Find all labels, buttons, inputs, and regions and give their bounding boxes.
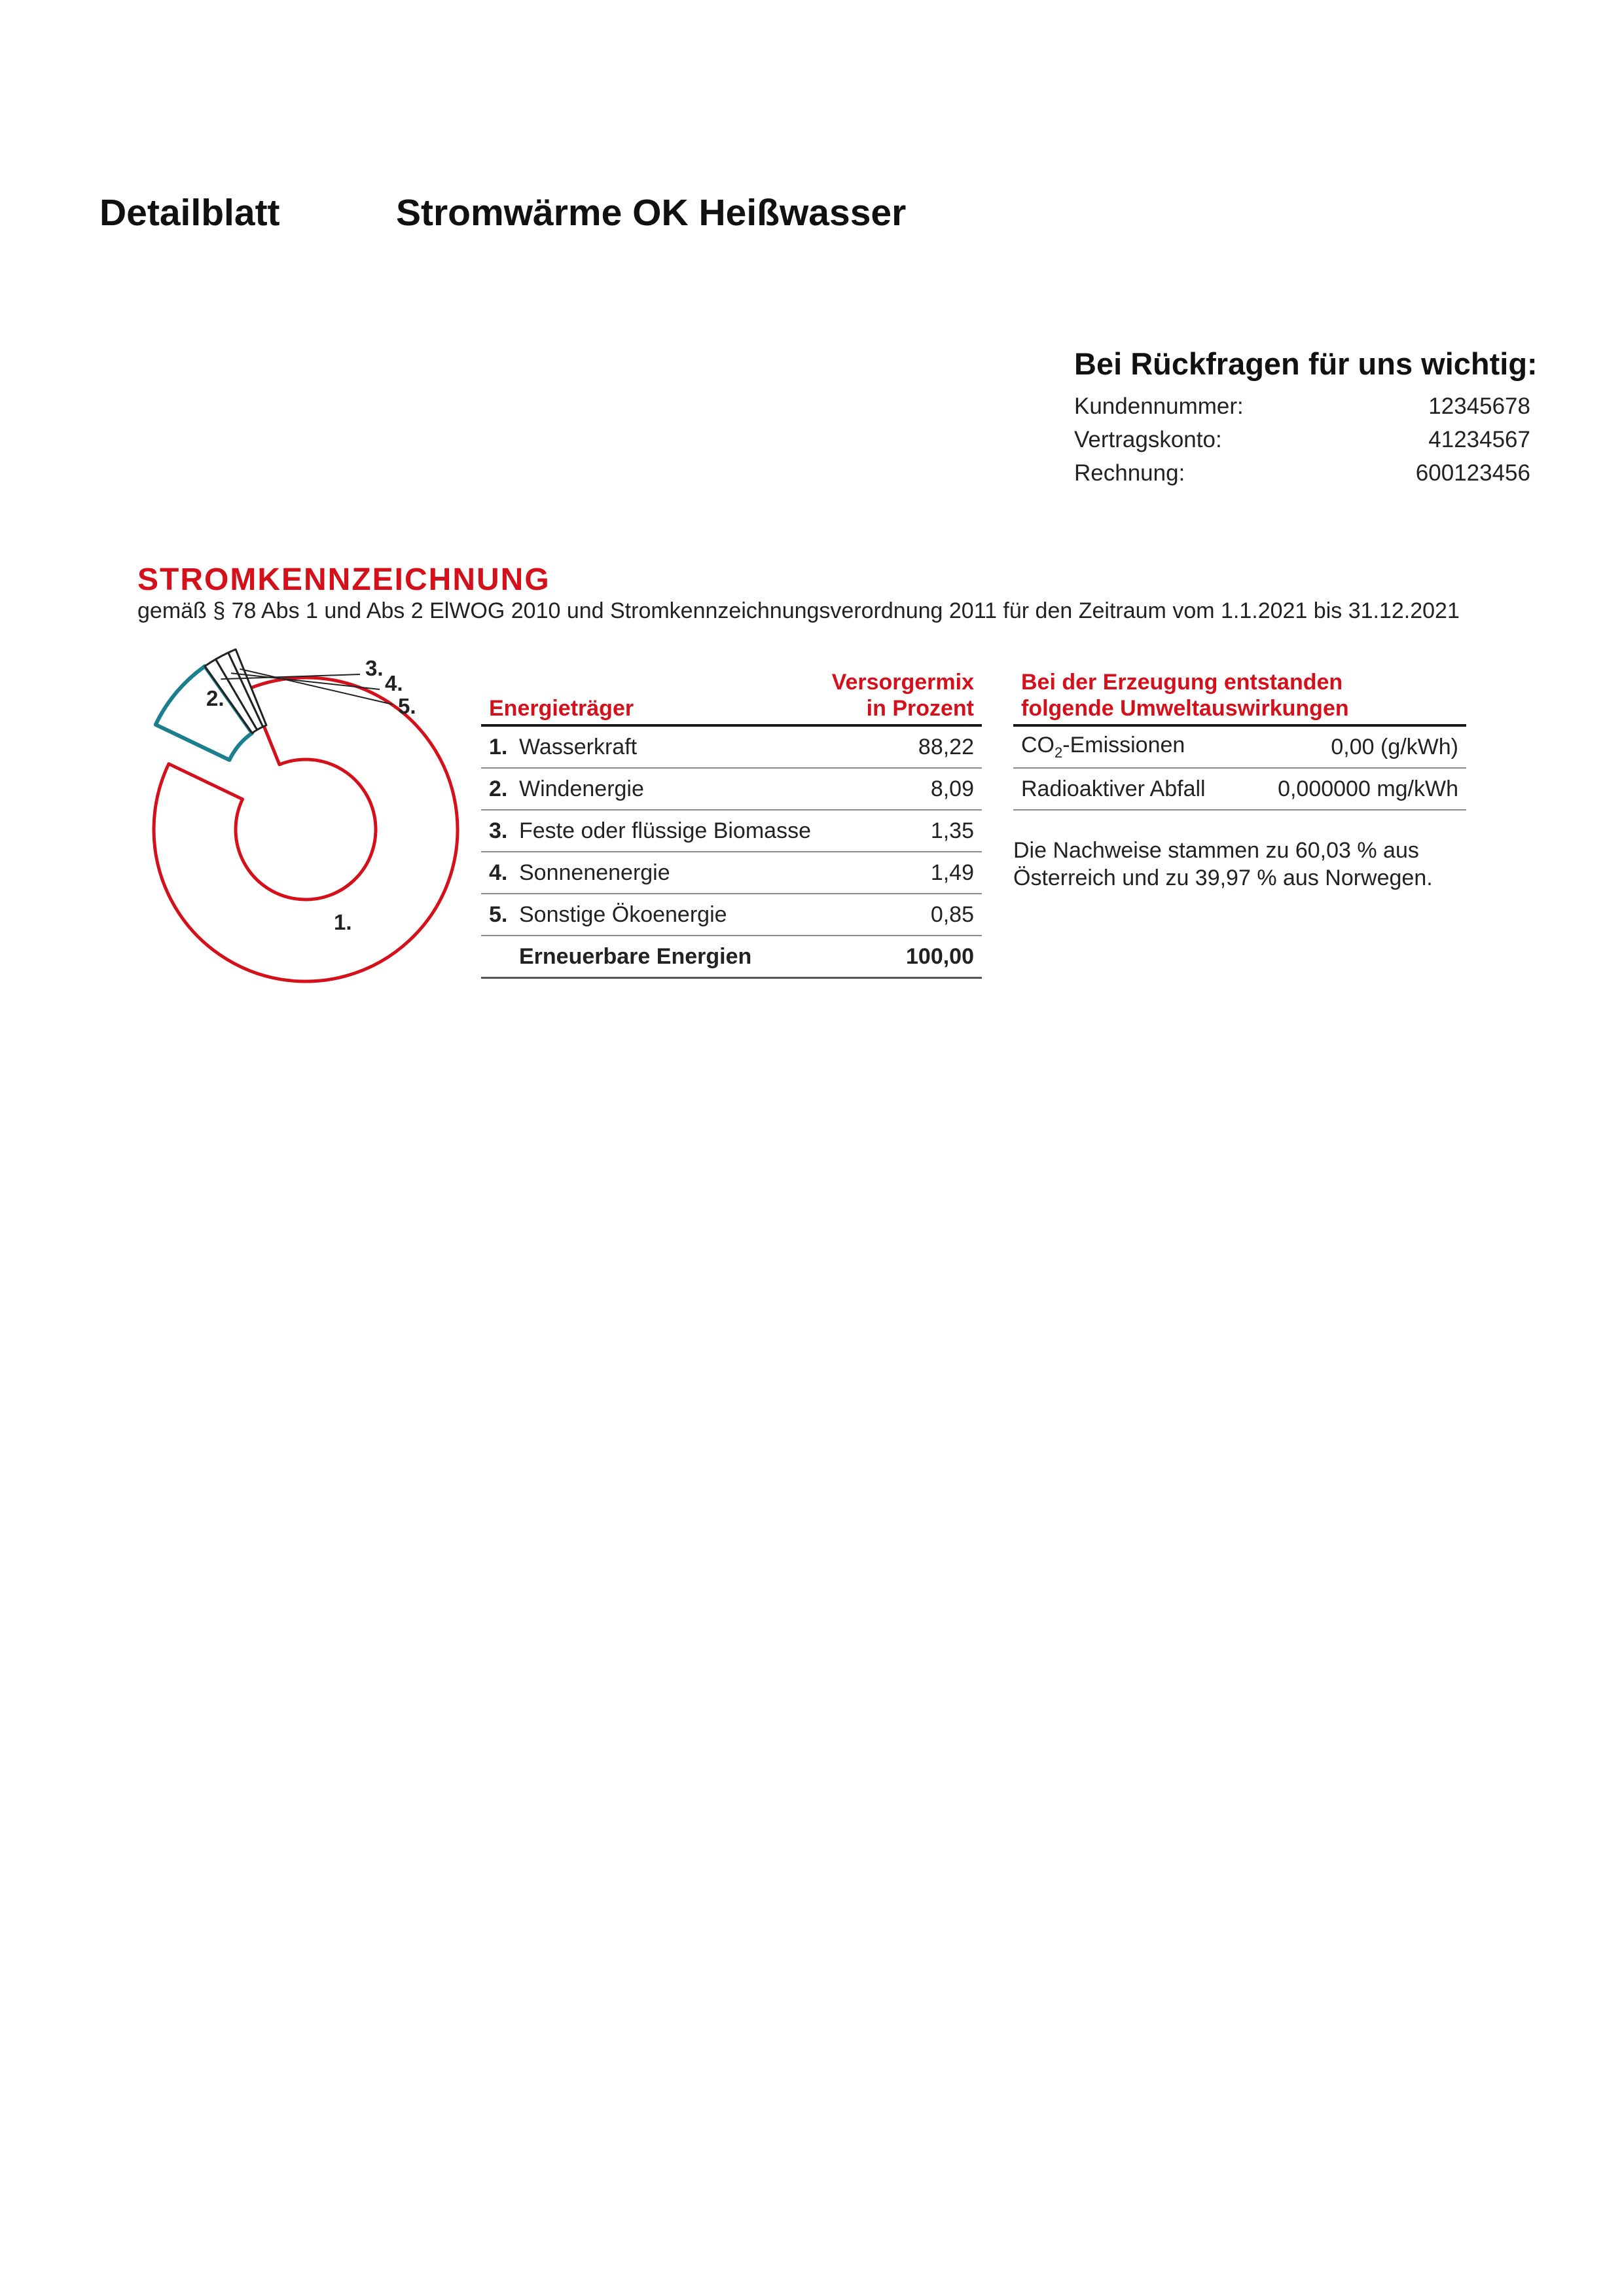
mix-row-text: Feste oder flüssige Biomasse xyxy=(519,818,811,843)
mix-row-text: Sonnenenergie xyxy=(519,860,670,885)
mix-header-value xyxy=(822,669,982,725)
origin-note-line1: Die Nachweise stammen zu 60,03 % aus xyxy=(1013,838,1419,863)
table-row xyxy=(481,810,982,852)
mix-total-value: 100,00 xyxy=(822,936,982,978)
table-row xyxy=(1013,768,1466,810)
mix-row-index: 1. xyxy=(489,734,508,759)
contract-account-value: 41234567 xyxy=(1428,427,1530,452)
pie-label-4: 4. xyxy=(385,671,403,695)
env-header xyxy=(1013,669,1466,725)
mix-row-label xyxy=(481,725,822,768)
section-title: STROMKENNZEICHNUNG xyxy=(137,562,550,597)
mix-row-label xyxy=(481,852,822,894)
pie-label-1: 1. xyxy=(334,910,352,934)
mix-row-index: 4. xyxy=(489,860,508,885)
mix-header-value-line1: Versorgermix xyxy=(831,670,974,695)
customer-number-row xyxy=(1074,390,1530,423)
origin-note xyxy=(1013,837,1471,892)
mix-row-value: 1,49 xyxy=(822,852,982,894)
mix-row-text: Sonstige Ökoenergie xyxy=(519,902,727,927)
mix-total-row xyxy=(481,936,982,978)
invoice-label: Rechnung: xyxy=(1074,460,1185,486)
pie-label-3: 3. xyxy=(365,656,384,680)
energy-mix-table xyxy=(481,669,982,979)
pie-label-5: 5. xyxy=(398,694,416,718)
mix-row-label xyxy=(481,768,822,810)
env-header-line1: Bei der Erzeugung entstanden xyxy=(1021,670,1343,695)
contact-box xyxy=(1074,346,1538,490)
product-title: Stromwärme OK Heißwasser xyxy=(396,192,907,234)
env-header-line2: folgende Umweltauswirkungen xyxy=(1021,696,1349,721)
customer-number-label: Kundennummer: xyxy=(1074,393,1244,419)
mix-row-value: 1,35 xyxy=(822,810,982,852)
contact-title: Bei Rückfragen für uns wichtig: xyxy=(1074,346,1538,381)
mix-header-value-line2: in Prozent xyxy=(866,696,974,721)
mix-row-value: 88,22 xyxy=(822,725,982,768)
mix-header-row xyxy=(481,669,982,725)
table-row xyxy=(481,894,982,936)
energy-mix-pie-chart xyxy=(124,642,491,1008)
mix-row-index: 2. xyxy=(489,776,508,801)
pie-label-2: 2. xyxy=(206,686,225,710)
mix-row-label xyxy=(481,894,822,936)
co2-prefix: CO xyxy=(1021,733,1054,758)
table-row xyxy=(481,852,982,894)
mix-row-index: 3. xyxy=(489,818,508,843)
table-row xyxy=(481,768,982,810)
mix-header-label: Energieträger xyxy=(481,669,822,725)
contract-account-label: Vertragskonto: xyxy=(1074,427,1222,452)
table-row xyxy=(1013,725,1466,768)
invoice-value: 600123456 xyxy=(1415,460,1530,486)
co2-value: 0,00 (g/kWh) xyxy=(1242,725,1466,768)
mix-row-label xyxy=(481,810,822,852)
co2-subscript: 2 xyxy=(1054,744,1063,761)
page-title: Detailblatt xyxy=(99,192,280,234)
radioactive-waste-value: 0,000000 mg/kWh xyxy=(1242,768,1466,810)
contract-account-row xyxy=(1074,423,1530,456)
radioactive-waste-label: Radioaktiver Abfall xyxy=(1013,768,1242,810)
environment-table xyxy=(1013,669,1466,811)
mix-row-text: Windenergie xyxy=(519,776,644,801)
env-header-row xyxy=(1013,669,1466,725)
mix-row-value: 0,85 xyxy=(822,894,982,936)
mix-total-text: Erneuerbare Energien xyxy=(519,943,752,969)
mix-row-text: Wasserkraft xyxy=(519,734,638,759)
origin-note-line2: Österreich und zu 39,97 % aus Norwegen. xyxy=(1013,866,1433,890)
invoice-row xyxy=(1074,456,1530,490)
section-subtitle: gemäß § 78 Abs 1 und Abs 2 ElWOG 2010 und Stromkennzeichnungsverordnung 2011 für den Zeitraum vom 1.1.2021 bis 31.12.2021 xyxy=(137,598,1460,623)
table-row xyxy=(481,725,982,768)
co2-label xyxy=(1013,725,1242,768)
mix-total-label xyxy=(481,936,822,978)
co2-suffix: -Emissionen xyxy=(1062,733,1185,758)
mix-row-index: 5. xyxy=(489,902,508,927)
mix-row-value: 8,09 xyxy=(822,768,982,810)
customer-number-value: 12345678 xyxy=(1428,393,1530,419)
